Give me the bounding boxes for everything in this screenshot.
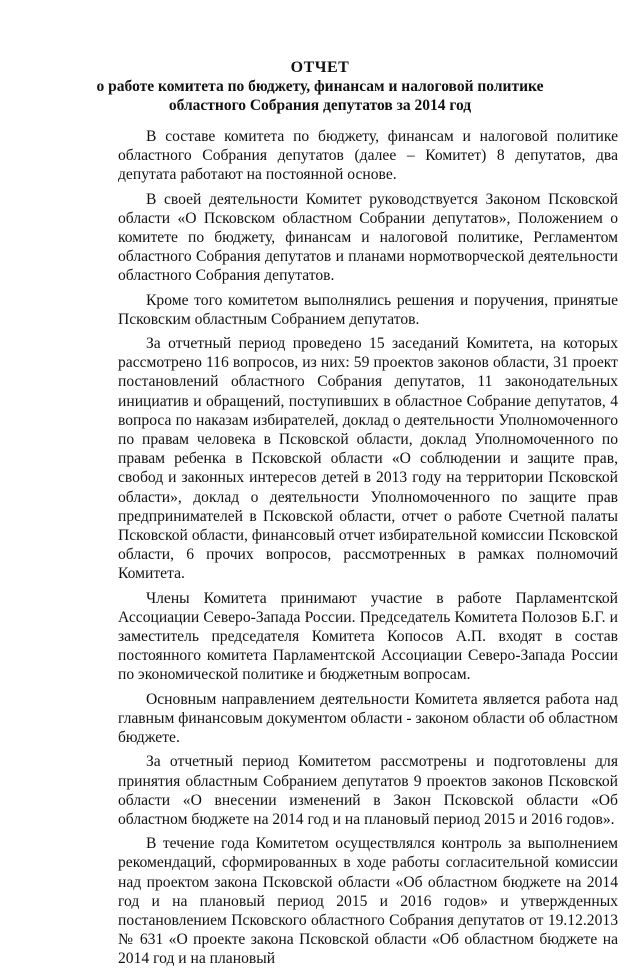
paragraph-control: В течение года Комитетом осуществлялся контроль за выполнением рекомендаций, сформированных в ходе работы согласительной комиссии над проектом закона Псковской области «Об областном бюджете на 2014 год и на плановый период 2015 и 2016 годов» и утвержденных постановлением Псковского областного Собрания депутатов от 19.12.2013 № 631 «О проекте закона Псковской области «Об областном бюджете на 2014 год и на плановый bbox=[118, 835, 618, 968]
document-subtitle-line-1: о работе комитета по бюджету, финансам и налоговой политике bbox=[96, 78, 544, 95]
paragraph-meetings: За отчетный период проведено 15 заседаний Комитета, на которых рассмотрено 116 вопросов, из них: 59 проектов законов области, 31 проект постановлений областного Собрания депутатов, 11 законодательных инициатив и обращений, поступивших в областное Собрание депутатов, 4 вопроса по наказам избирателей, доклад о деятельности Уполномоченного по правам человека в Псковской области, доклад Уполномоченного по правам ребенка в Псковской области «О соблюдении и защите прав, свобод и законных интересов детей в 2013 году на территории Псковской области», доклад о деятельности Уполномоченного по защите прав предпринимателей в Псковской области, отчет о работе Счетной палаты Псковской области, финансовый отчет избирательной комиссии Псковской области, 6 прочих вопросов, рассмотренных в рамках полномочий Комитета. bbox=[118, 335, 618, 583]
paragraph-main-direction: Основным направлением деятельности Комитета является работа над главным финансовым документом области - законом области об областном бюджете. bbox=[118, 690, 618, 747]
document-body bbox=[118, 127, 618, 974]
paragraph-decisions: Кроме того комитетом выполнялись решения и поручения, принятые Псковским областным Собранием депутатов. bbox=[118, 291, 618, 328]
document-title: ОТЧЕТ bbox=[290, 59, 350, 76]
title-block bbox=[0, 58, 640, 115]
document-subtitle-line-2: областного Собрания депутатов за 2014 год bbox=[168, 97, 472, 114]
paragraph-budget-laws: За отчетный период Комитетом рассмотрены и подготовлены для принятия областным Собранием депутатов 9 проектов законов Псковской области «О внесении изменений в Закон Псковской области «Об областном бюджете на 2014 год и на плановый период 2015 и 2016 годов». bbox=[118, 753, 618, 828]
paragraph-legal-basis: В своей деятельности Комитет руководствуется Законом Псковской области «О Псковском областном Собрании депутатов», Положением о комитете по бюджету, финансам и налоговой политике, Регламентом областного Собрания депутатов и планами нормотворческой деятельности областного Собрания депутатов. bbox=[118, 190, 618, 285]
paragraph-parliamentary-association: Члены Комитета принимают участие в работе Парламентской Ассоциации Северо-Запада России. Председатель Комитета Полозов Б.Г. и заместитель председателя Комитета Копосов А.П. входят в состав постоянного комитета Парламентской Ассоциации Северо-Запада России по экономической политике и бюджетным вопросам. bbox=[118, 589, 618, 684]
paragraph-composition: В составе комитета по бюджету, финансам и налоговой политике областного Собрания депутатов (далее – Комитет) 8 депутатов, два депутата работают на постоянной основе. bbox=[118, 128, 618, 184]
